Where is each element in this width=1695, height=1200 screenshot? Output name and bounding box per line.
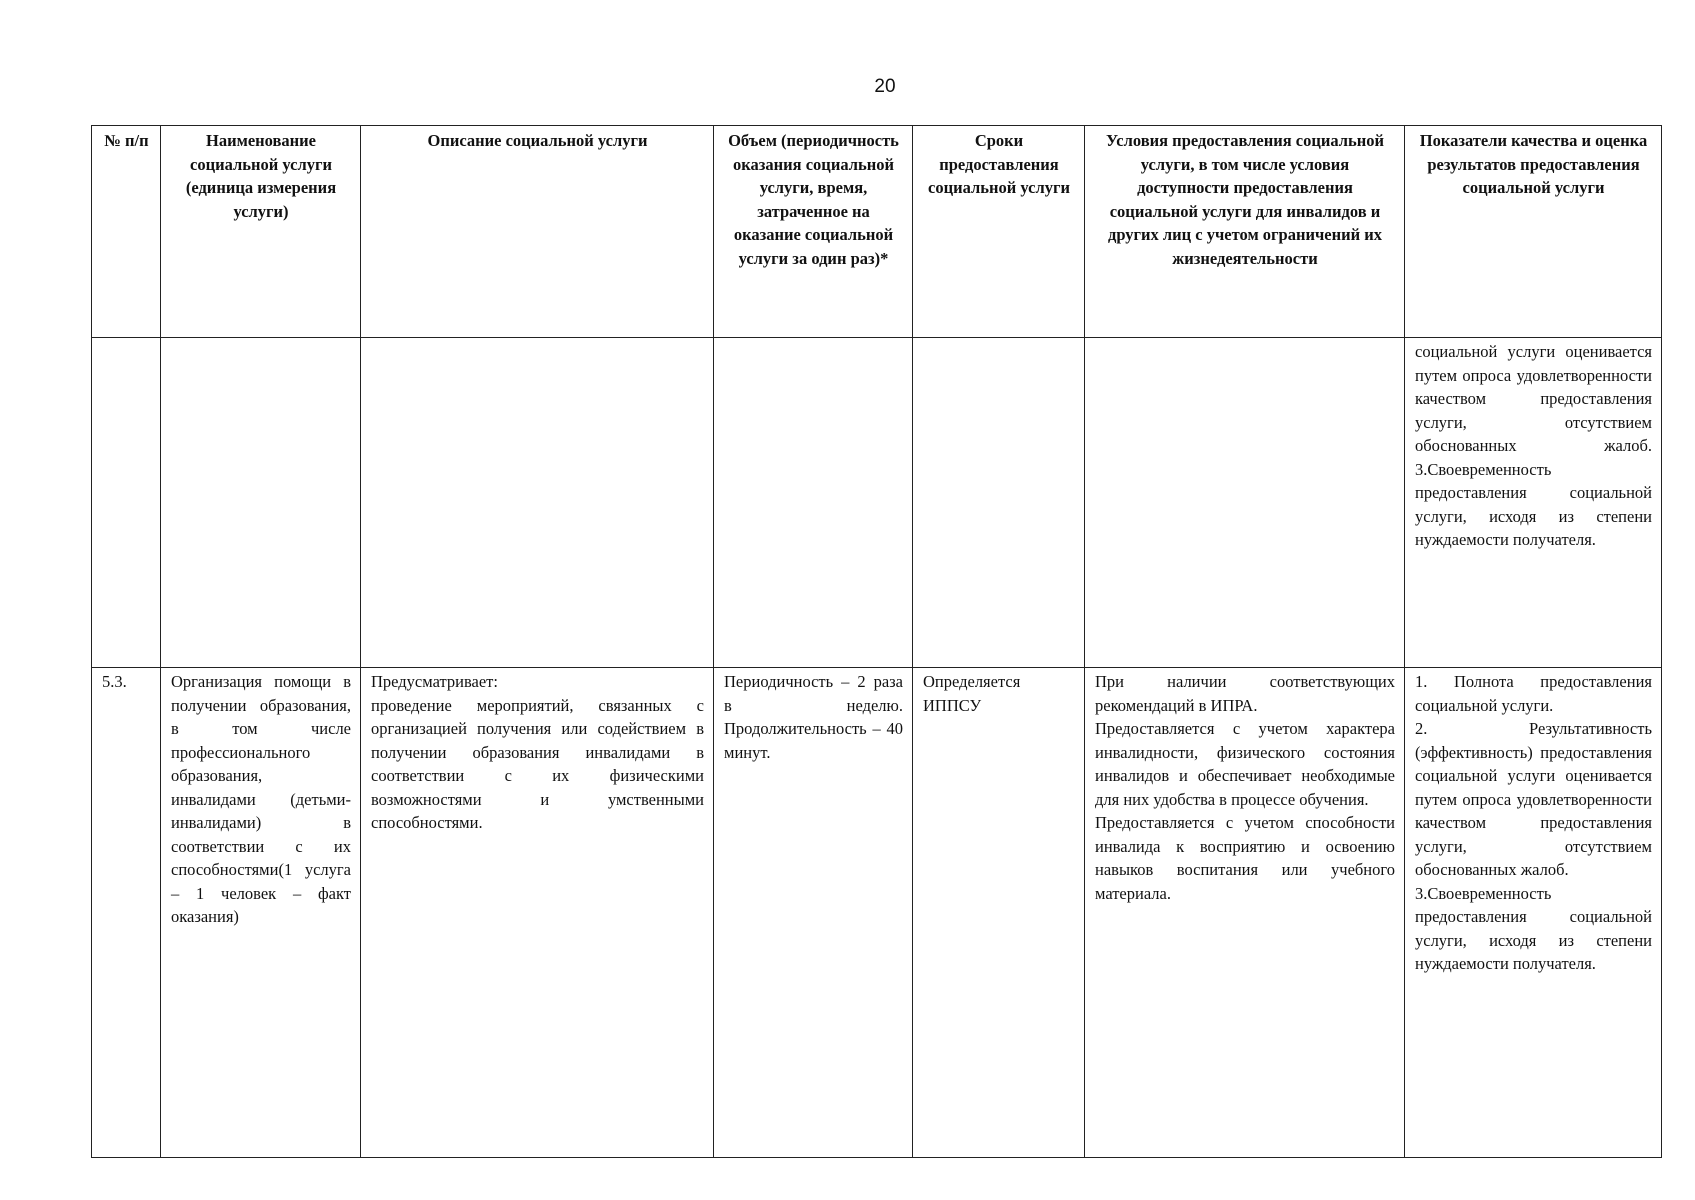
quality-paragraph: 2. Результативность (эффективность) предоставления социальной услуги оценивается путем опроса удовлетворенности качеством предоставления услуги, отсутствием обоснованных жалоб. [1415, 719, 1652, 879]
header-description: Описание социальной услуги [361, 126, 714, 338]
header-quality: Показатели качества и оценка результатов предоставления социальной услуги [1405, 126, 1662, 338]
quality-paragraph: 1. Полнота предоставления социальной услуги. [1415, 672, 1652, 715]
table-row [92, 668, 1662, 1158]
conditions-paragraph: При наличии соответствующих рекомендаций в ИПРА. [1095, 672, 1395, 715]
cell-conditions [1085, 668, 1405, 1158]
cell-empty [1085, 338, 1405, 668]
quality-paragraph: 3.Своевременность предоставления социальной услуги, исходя из степени нуждаемости получателя. [1415, 883, 1652, 973]
page-number: 20 [874, 76, 896, 97]
conditions-paragraph: Предоставляется с учетом характера инвалидности, физического состояния инвалидов и обеспечивает необходимые для них удобства в процессе обучения. [1095, 719, 1395, 809]
header-volume: Объем (периодичность оказания социальной услуги, время, затраченное на оказание социальной услуги за один раз)* [714, 126, 913, 338]
header-number: № п/п [92, 126, 161, 338]
description-intro: Предусматривает: [371, 672, 498, 691]
cell-empty [92, 338, 161, 668]
table-row [92, 338, 1662, 668]
services-table [91, 125, 1662, 1158]
cell-quality [1405, 668, 1662, 1158]
cell-empty [913, 338, 1085, 668]
header-service-name: Наименование социальной услуги (единица измерения услуги) [161, 126, 361, 338]
cell-volume: Периодичность – 2 раза в неделю. Продолжительность – 40 минут. [714, 668, 913, 1158]
description-text: проведение мероприятий, связанных с организацией получения или содействием в получении образования инвалидами в соответствии с их физическими возможностями и умственными способностями. [371, 695, 704, 832]
cell-service-name: Организация помощи в получении образования, в том числе профессионального образования, инвалидами (детьми-инвалидами) в соответствии с их способностями(1 услуга – 1 человек – факт оказания) [161, 668, 361, 1158]
cell-terms: Определяется ИППСУ [913, 668, 1085, 1158]
cell-number: 5.3. [92, 668, 161, 1158]
table-header-row [92, 126, 1662, 338]
cell-description [361, 668, 714, 1158]
cell-quality-continued: социальной услуги оценивается путем опроса удовлетворенности качеством предоставления услуги, отсутствием обоснованных жалоб. 3.Своевременность предоставления социальной услуги, исходя из степени нуждаемости получателя. [1405, 338, 1662, 668]
conditions-paragraph: Предоставляется с учетом способности инвалида к восприятию и освоению навыков воспитания или учебного материала. [1095, 813, 1395, 903]
cell-empty [161, 338, 361, 668]
cell-empty [714, 338, 913, 668]
header-terms: Сроки предоставления социальной услуги [913, 126, 1085, 338]
header-conditions: Условия предоставления социальной услуги, в том числе условия доступности предоставления социальной услуги для инвалидов и других лиц с учетом ограничений их жизнедеятельности [1085, 126, 1405, 338]
cell-empty [361, 338, 714, 668]
